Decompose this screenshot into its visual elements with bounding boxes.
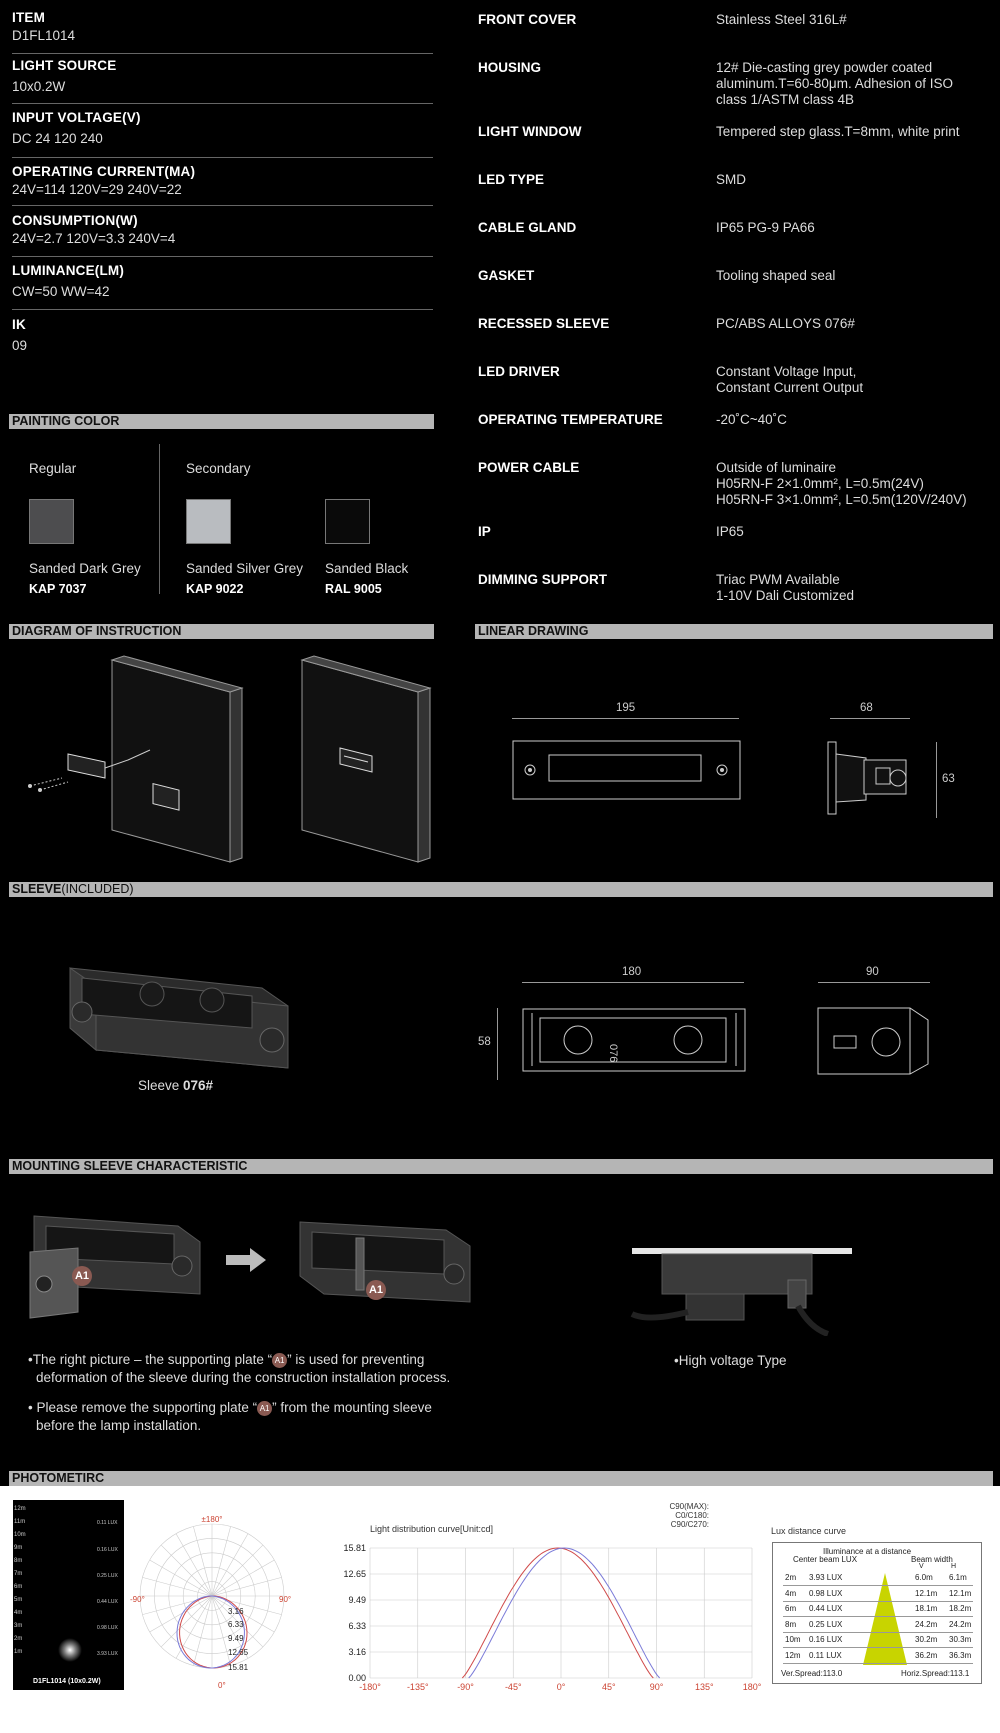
polar-bottom-label: 0°	[218, 1681, 226, 1690]
high-voltage-note: •High voltage Type	[674, 1353, 787, 1368]
distance-label: 3m	[14, 1623, 23, 1629]
distance-label: 6m	[14, 1584, 23, 1590]
swatch-name: Sanded Silver Grey	[186, 561, 304, 576]
curve-title: Light distribution curve[Unit:cd]	[370, 1524, 494, 1534]
distance-label: 11m	[14, 1519, 26, 1525]
spec-value: 09	[12, 338, 28, 353]
spec-label: IK	[12, 317, 26, 332]
sleeve-caption	[138, 1078, 213, 1093]
spec-item	[12, 58, 433, 94]
lux-table-row	[783, 1633, 973, 1648]
polar-spoke	[161, 1545, 212, 1596]
diagram-header: DIAGRAM OF INSTRUCTION	[9, 624, 434, 639]
polar-spoke	[161, 1596, 212, 1647]
polar-spoke	[212, 1545, 263, 1596]
lux-table-cell: 36.3m	[949, 1650, 972, 1660]
polar-ring-label: 3.16	[228, 1607, 244, 1616]
light-distribution-chart	[332, 1536, 762, 1696]
swatch-code: KAP 9022	[186, 582, 244, 596]
lux-table-cell: 30.2m	[915, 1635, 938, 1644]
spec-label: FRONT COVER	[478, 12, 577, 27]
spec-item	[12, 164, 433, 197]
lux-table-cell: 6.1m	[949, 1573, 967, 1582]
polar-diagram	[130, 1496, 294, 1690]
spec-value: Tooling shaped seal	[716, 268, 836, 283]
spec-label: POWER CABLE	[478, 460, 580, 475]
spec-label: OPERATING CURRENT(MA)	[12, 164, 196, 179]
spec-label: LUMINANCE(LM)	[12, 263, 125, 278]
distance-label: 7m	[14, 1571, 23, 1577]
x-tick-label: -180°	[359, 1682, 381, 1692]
sleeve-side-drawing	[816, 1006, 932, 1078]
sleeve-front-drawing	[522, 1008, 748, 1076]
sleeve-3d-image	[62, 958, 292, 1074]
lux-label: 0.98 LUX	[97, 1625, 118, 1631]
spec-value: DC 24 120 240	[12, 131, 103, 146]
lux-table-cell: 0.25 LUX	[809, 1619, 843, 1629]
lux-table-cell: 12.1m	[915, 1588, 938, 1598]
secondary-label: Secondary	[186, 461, 251, 476]
spec-value: 10x0.2W	[12, 79, 66, 94]
polar-spoke	[212, 1526, 231, 1596]
x-tick-label: -90°	[457, 1682, 474, 1692]
polar-spoke	[142, 1577, 212, 1596]
polar-ring-label: 6.33	[228, 1620, 244, 1629]
spec-value: -20˚C~40˚C	[716, 412, 787, 427]
dim-line	[497, 1008, 498, 1080]
installation-diagram	[10, 650, 435, 870]
dim-sleeve-length: 180	[622, 966, 642, 978]
mounting-header: MOUNTING SLEEVE CHARACTERISTIC	[9, 1159, 993, 1174]
divider	[12, 157, 433, 158]
note-text: before the lamp installation.	[36, 1418, 202, 1433]
x-tick-label: -135°	[406, 1682, 429, 1692]
sleeve-caption-code: 076#	[183, 1078, 214, 1093]
spec-value: D1FL1014	[12, 28, 76, 43]
spec-item	[12, 10, 433, 43]
sleeve-mounted-image	[296, 1218, 474, 1318]
dim-sleeve-height: 58	[478, 1036, 491, 1048]
spec-item	[12, 317, 433, 353]
spec-value: Constant Voltage Input, Constant Current Output	[716, 364, 864, 395]
spec-label: CONSUMPTION(W)	[12, 213, 138, 228]
dim-depth: 68	[860, 702, 873, 714]
lux-table-cell: 18.2m	[949, 1604, 972, 1613]
polar-spoke	[150, 1596, 212, 1632]
distance-label: 10m	[14, 1532, 26, 1538]
lux-label: 0.44 LUX	[97, 1599, 118, 1605]
spec-value: 24V=114 120V=29 240V=22	[12, 182, 182, 197]
dim-line	[830, 718, 910, 719]
swatch-name: Sanded Dark Grey	[29, 561, 141, 576]
mounting-note-2	[28, 1399, 432, 1435]
spec-label: LED DRIVER	[478, 364, 560, 379]
x-tick-label: 45°	[601, 1682, 616, 1692]
spec-label: LIGHT SOURCE	[12, 58, 117, 73]
front-view-drawing	[512, 740, 742, 802]
a1-badge-inline: A1	[257, 1401, 272, 1416]
isolux-footer: D1FL1014 (10x0.2W)	[33, 1678, 101, 1685]
sleeve-caption-prefix: Sleeve	[138, 1078, 184, 1093]
spec-value: CW=50 WW=42	[12, 284, 110, 299]
swatch-black	[325, 499, 370, 544]
sleeve-included: (INCLUDED)	[61, 882, 134, 896]
polar-right-label: 90°	[279, 1595, 292, 1604]
lux-table-cell: 0.44 LUX	[809, 1604, 843, 1613]
regular-label: Regular	[29, 461, 77, 476]
lux-table-row	[783, 1587, 973, 1602]
swatch-code: RAL 9005	[325, 582, 382, 596]
polar-ring-label: 12.65	[228, 1648, 249, 1657]
lux-label: 0.25 LUX	[97, 1573, 118, 1579]
lux-table-cell: 36.2m	[915, 1650, 938, 1660]
legend-item: C90/C270:	[670, 1520, 709, 1529]
y-tick-label: 9.49	[348, 1595, 366, 1605]
lux-table-cell: 0.11 LUX	[809, 1650, 842, 1660]
color-divider	[159, 444, 160, 594]
divider	[12, 53, 433, 54]
legend-item: C0/C180:	[675, 1511, 709, 1520]
lux-table-col: V	[919, 1563, 924, 1570]
lux-table-cell: 6m	[785, 1604, 797, 1613]
y-tick-label: 12.65	[343, 1569, 366, 1579]
spec-value: PC/ABS ALLOYS 076#	[716, 316, 855, 331]
spec-item	[12, 213, 433, 246]
lux-table-cell: 24.2m	[915, 1619, 938, 1629]
sleeve-title: SLEEVE	[12, 882, 62, 896]
lux-table-header: Illuminance at a distance	[823, 1547, 912, 1556]
lux-table-cell: 18.1m	[915, 1604, 938, 1613]
spec-value: 24V=2.7 120V=3.3 240V=4	[12, 231, 176, 246]
lux-table-col: H	[951, 1563, 957, 1570]
spec-label: LIGHT WINDOW	[478, 124, 582, 139]
ver-spread: Ver.Spread:113.0	[781, 1669, 843, 1678]
lux-distance-title: Lux distance curve	[771, 1526, 847, 1536]
polar-spoke	[150, 1560, 212, 1596]
lux-table-cell: 12m	[785, 1650, 801, 1660]
x-tick-label: -45°	[504, 1682, 522, 1692]
polar-spoke	[212, 1577, 282, 1596]
swatch-dark-grey	[29, 499, 74, 544]
spec-value: Outside of luminaire H05RN-F 2×1.0mm², L=0.5m(24V) H05RN-F 3×1.0mm², L=0.5m(120V/240V)	[716, 460, 967, 507]
x-tick-label: 135°	[694, 1682, 714, 1692]
mounting-note-1	[28, 1351, 450, 1387]
y-tick-label: 6.33	[348, 1621, 366, 1631]
divider	[12, 205, 433, 206]
side-view-drawing	[826, 740, 916, 820]
lux-distance-table	[772, 1542, 982, 1684]
spec-value: Stainless Steel 316L#	[716, 12, 847, 27]
lux-table-cell: 2m	[785, 1573, 797, 1582]
dim-line	[522, 982, 744, 983]
arrow-right-icon	[226, 1248, 268, 1272]
dim-line	[512, 718, 739, 719]
spec-value: SMD	[716, 172, 746, 187]
curve-legend	[655, 1502, 709, 1529]
lux-table-row	[783, 1571, 973, 1586]
distance-label: 1m	[14, 1649, 23, 1655]
sleeve-with-plate-image	[28, 1212, 208, 1322]
lux-table-cell: 0.98 LUX	[809, 1588, 843, 1598]
lux-table-row	[783, 1649, 973, 1664]
polar-spoke	[212, 1560, 274, 1596]
y-tick-label: 0.00	[348, 1673, 366, 1683]
distance-label: 8m	[14, 1558, 23, 1564]
painting-color-header: PAINTING COLOR	[9, 414, 434, 429]
distance-label: 9m	[14, 1545, 23, 1551]
lux-table-cell: 12.1m	[949, 1588, 972, 1598]
lux-table-col: Beam width	[911, 1555, 953, 1564]
lux-table-cell: 30.3m	[949, 1635, 972, 1644]
lux-table-cell: 0.16 LUX	[809, 1635, 843, 1644]
polar-spoke	[212, 1534, 248, 1596]
y-tick-label: 3.16	[348, 1647, 366, 1657]
spec-label: HOUSING	[478, 60, 542, 75]
legend-item: C90(MAX):	[669, 1502, 709, 1511]
a1-badge: A1	[72, 1266, 92, 1286]
x-tick-label: 180°	[742, 1682, 762, 1692]
distance-label: 2m	[14, 1636, 23, 1642]
lux-table-cell: 8m	[785, 1619, 797, 1629]
polar-left-label: -90°	[130, 1595, 145, 1604]
lux-table-cell: 10m	[785, 1635, 801, 1644]
polar-spoke	[193, 1596, 212, 1666]
swatch-code: KAP 7037	[29, 582, 87, 596]
polar-spoke	[176, 1534, 212, 1596]
spec-label: OPERATING TEMPERATURE	[478, 412, 663, 427]
distance-label: 5m	[14, 1597, 23, 1603]
lux-label: 0.16 LUX	[97, 1547, 118, 1553]
spec-label: ITEM	[12, 10, 46, 25]
spec-value: 12# Die-casting grey powder coated aluminum.T=60-80μm. Adhesion of ISO class 1/ASTM class 4B	[716, 60, 954, 107]
lux-label: 3.93 LUX	[97, 1651, 118, 1657]
swatch-silver-grey	[186, 499, 231, 544]
dim-height: 63	[942, 773, 955, 785]
lux-table-row	[783, 1618, 973, 1633]
a1-badge-inline: A1	[272, 1353, 287, 1368]
dim-line	[818, 982, 930, 983]
note-text: • Please remove the supporting plate “	[28, 1400, 258, 1415]
polar-ring-label: 9.49	[228, 1634, 244, 1643]
spec-label: INPUT VOLTAGE(V)	[12, 110, 141, 125]
linear-drawing-header: LINEAR DRAWING	[475, 624, 993, 639]
spec-value: IP65 PG-9 PA66	[716, 220, 815, 235]
swatch-name: Sanded Black	[325, 561, 409, 576]
spec-label: RECESSED SLEEVE	[478, 316, 610, 331]
spec-value: Tempered step glass.T=8mm, white print	[716, 124, 960, 139]
distance-label: 12m	[14, 1506, 26, 1512]
divider	[12, 309, 433, 310]
isolux-diagram	[13, 1500, 124, 1690]
lux-table-row	[783, 1602, 973, 1617]
x-tick-label: 90°	[649, 1682, 664, 1692]
polar-spoke	[193, 1526, 212, 1596]
x-tick-label: 0°	[556, 1682, 566, 1692]
distance-label: 4m	[14, 1610, 23, 1616]
sleeve-header	[9, 882, 993, 897]
a1-badge: A1	[366, 1280, 386, 1300]
spec-label: LED TYPE	[478, 172, 545, 187]
divider	[12, 103, 433, 104]
spec-item	[12, 263, 433, 299]
lux-label: 0.11 LUX	[97, 1520, 118, 1526]
lux-table-cell: 24.2m	[949, 1619, 972, 1629]
lux-table-col: Center beam LUX	[793, 1555, 858, 1564]
spec-label: CABLE GLAND	[478, 220, 577, 235]
dim-line	[936, 742, 937, 818]
lux-table-cell: 3.93 LUX	[809, 1573, 843, 1582]
spec-value: Triac PWM Available 1-10V Dali Customized	[716, 572, 855, 603]
spec-item	[12, 110, 433, 146]
photometric-header: PHOTOMETIRC	[9, 1471, 993, 1486]
spec-value: IP65	[716, 524, 744, 539]
dim-sleeve-depth: 90	[866, 966, 879, 978]
y-tick-label: 15.81	[343, 1543, 366, 1553]
note-text: ” from the mounting sleeve	[272, 1400, 432, 1415]
polar-spoke	[176, 1596, 212, 1658]
high-voltage-fixture-image	[628, 1240, 856, 1336]
note-text: deformation of the sleeve during the construction installation process.	[36, 1370, 451, 1385]
note-text: •The right picture – the supporting plate “	[28, 1352, 273, 1367]
note-text: ” is used for preventing	[287, 1352, 425, 1367]
spec-label: GASKET	[478, 268, 535, 283]
lux-table-cell: 4m	[785, 1588, 797, 1598]
light-spot	[58, 1638, 82, 1662]
spec-label: IP	[478, 524, 491, 539]
hor-spread: Horiz.Spread:113.1	[901, 1669, 970, 1678]
spec-label: DIMMING SUPPORT	[478, 572, 608, 587]
polar-ring-label: 15.81	[228, 1663, 249, 1672]
polar-top-label: ±180°	[201, 1515, 223, 1524]
sleeve-mark: 076	[607, 1044, 619, 1063]
lux-table-cell: 6.0m	[915, 1573, 933, 1582]
dim-length: 195	[616, 702, 636, 714]
divider	[12, 256, 433, 257]
